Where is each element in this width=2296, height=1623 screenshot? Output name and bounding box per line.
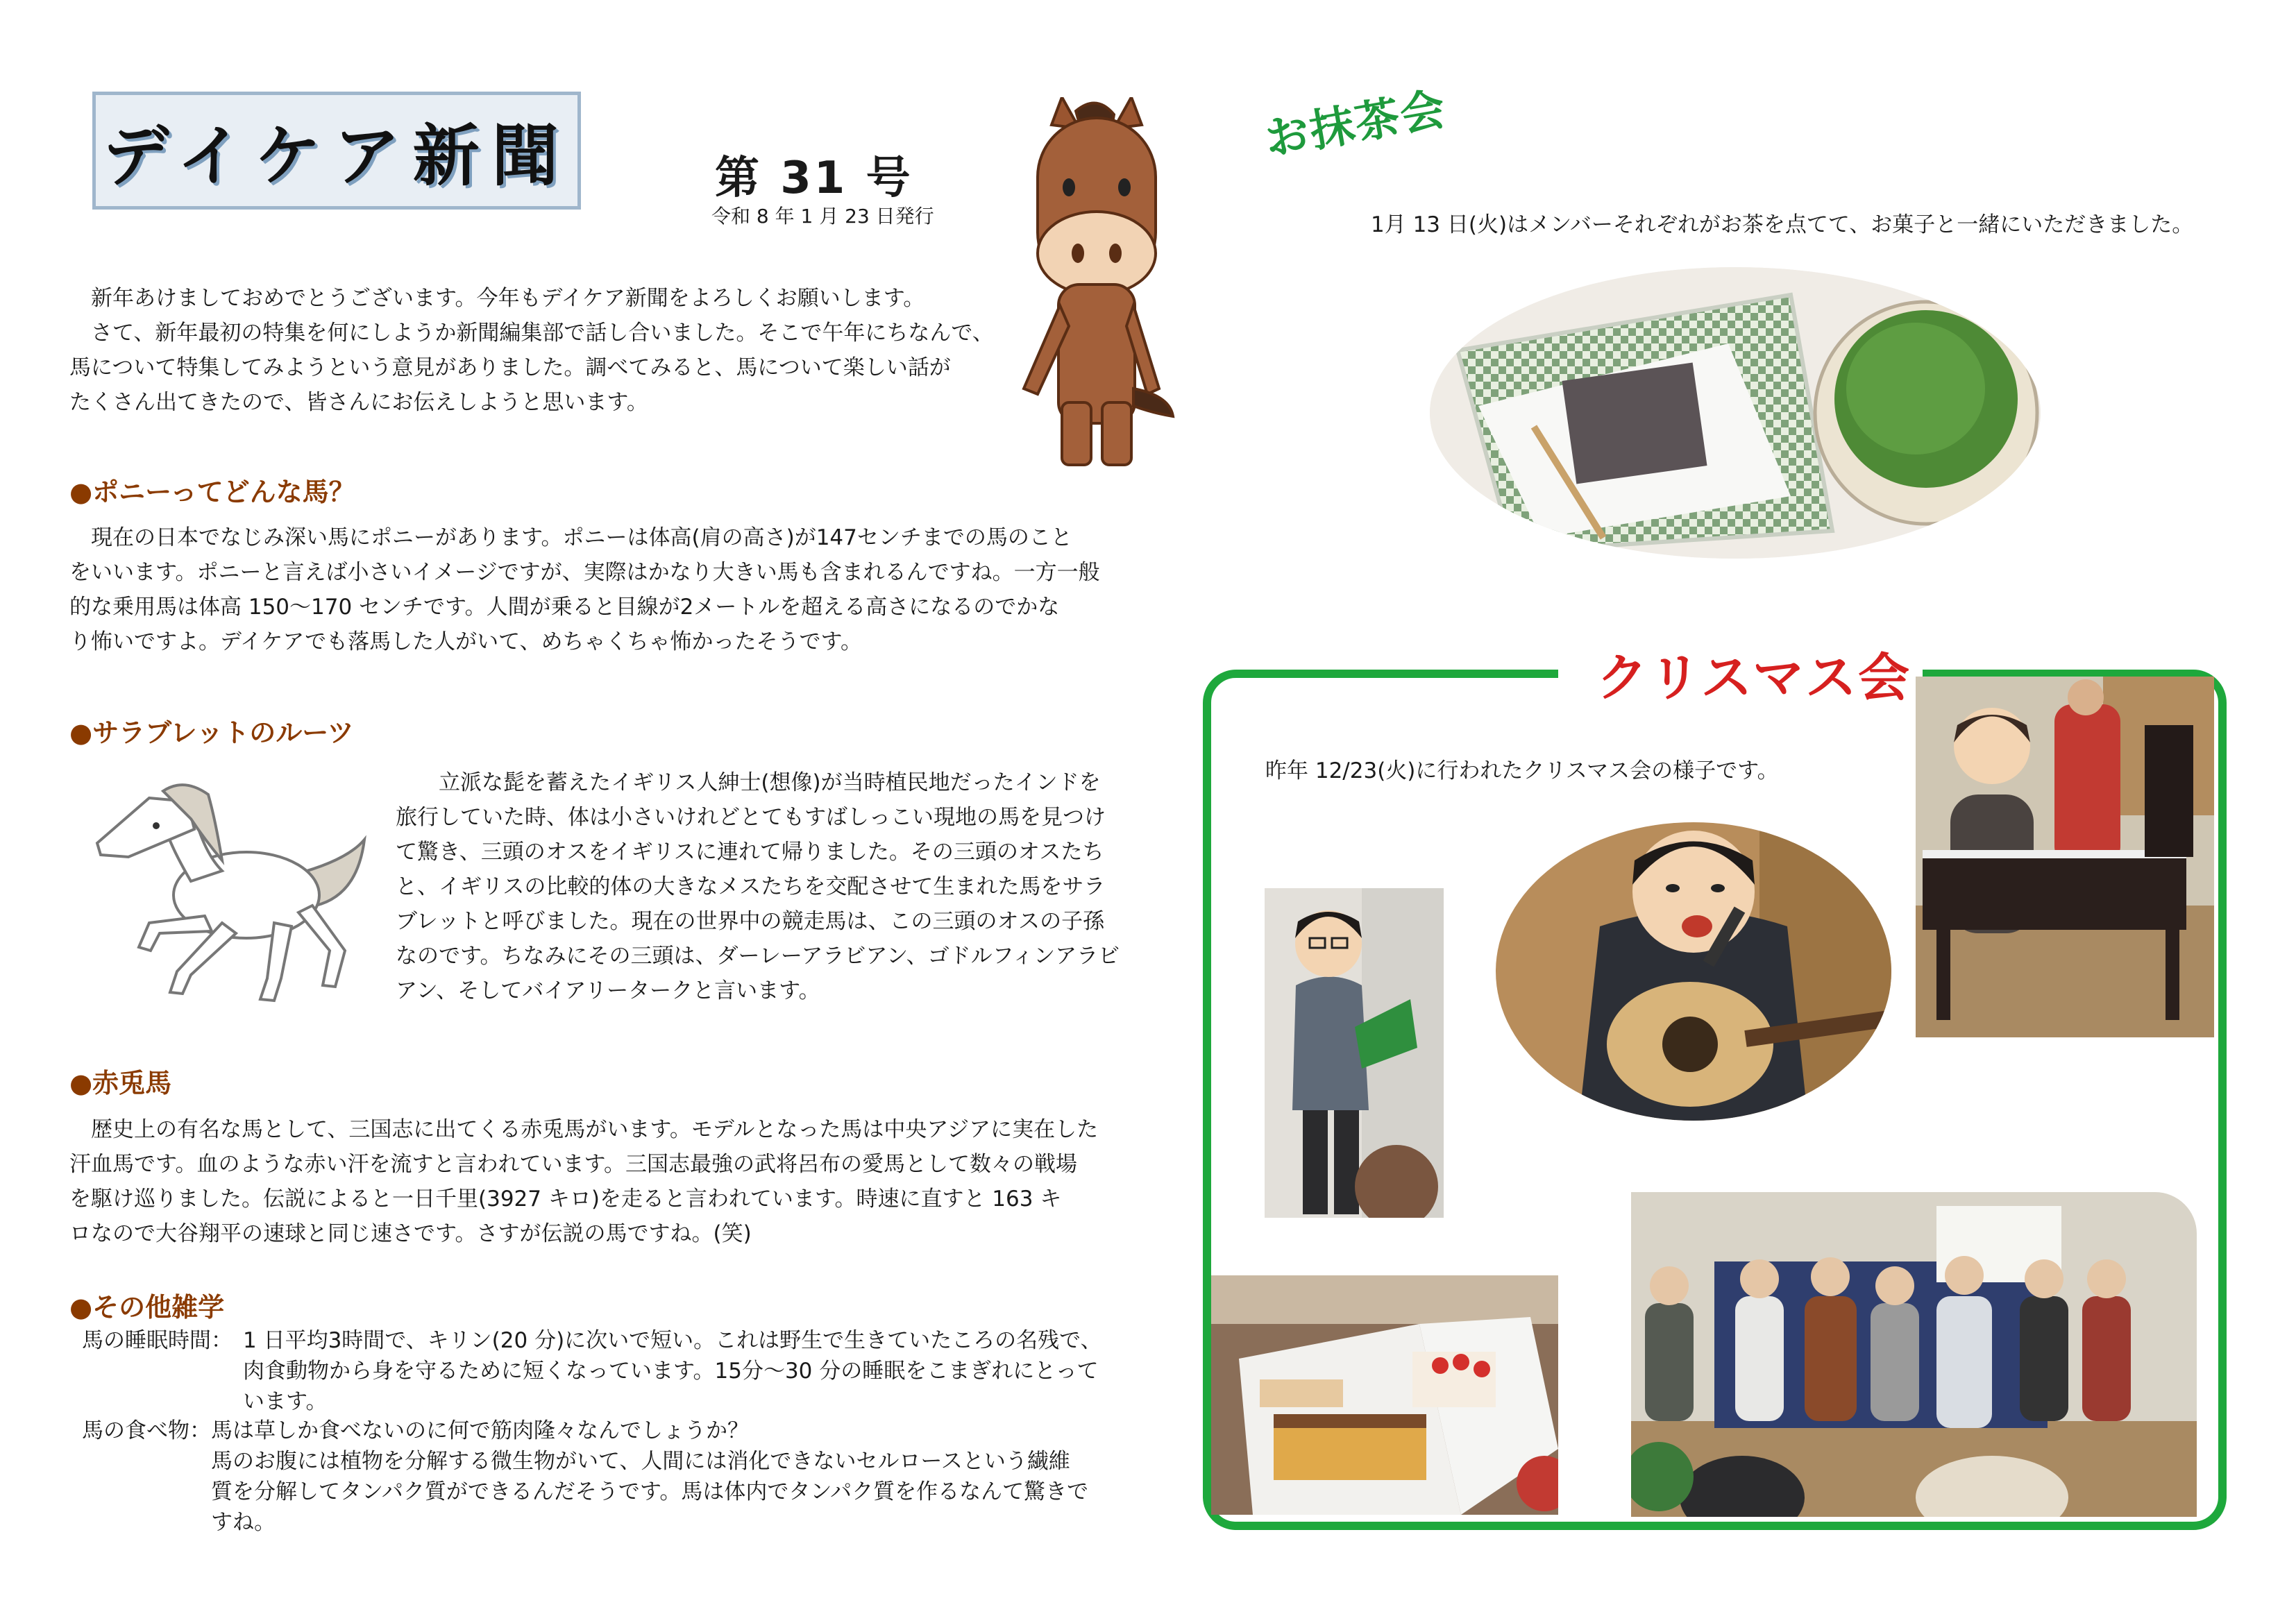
pony-text xyxy=(69,520,1138,659)
issue-date: 令和 8 年 1 月 23 日発行 xyxy=(711,205,934,228)
pony-line: 的な乗用馬は体高 150～170 センチです。人間が乗ると目線が2メートルを超える高さになるのでかな xyxy=(69,595,1060,620)
food-label: 馬の食べ物： xyxy=(82,1418,211,1443)
pony-heading: ●ポニーってどんな馬？ xyxy=(69,477,355,507)
intro-text xyxy=(69,281,1027,420)
food-line: 馬のお腹には植物を分解する微生物がいて、人間には消化できないセルロースという繊維 xyxy=(211,1449,1070,1474)
sekitoba-line: 歴史上の有名な馬として、三国志に出てくる赤兎馬がいます。モデルとなった馬は中央アジアに実在した xyxy=(69,1117,1099,1142)
tea-title: お抹茶会 xyxy=(1260,83,1451,167)
thoroughbred-line: 立派な髭を蓄えたイギリス人紳士(想像)が当時植民地だったインドを xyxy=(396,770,1101,795)
intro-line: 馬について特集してみようという意見がありました。調べてみると、馬について楽しい話が xyxy=(69,355,951,380)
tea-photo xyxy=(1430,267,2041,559)
thoroughbred-line: 旅行していた時、体は小さいけれどとてもすばしっこい現地の馬を見つけ xyxy=(396,805,1106,830)
pony-line: をいいます。ポニーと言えば小さいイメージですが、実際はかなり大きい馬も含まれるんですね。一方一般 xyxy=(69,560,1100,585)
sekitoba-line: 汗血馬です。血のような赤い汗を流すと言われています。三国志最強の武将呂布の愛馬として数々の戦場 xyxy=(69,1152,1078,1177)
thoroughbred-line: アン、そしてバイアリータークと言います。 xyxy=(396,978,820,1003)
sleep-text xyxy=(243,1325,1145,1417)
thoroughbred-line: ブレットと呼びました。現在の世界中の競走馬は、この三頭のオスの子孫 xyxy=(396,909,1105,934)
sekitoba-line: ロなので大谷翔平の速球と同じ速さです。さすが伝説の馬ですね。(笑) xyxy=(69,1221,752,1246)
thoroughbred-line: と、イギリスの比較的体の大きなメスたちを交配させて生まれた馬をサラ xyxy=(396,874,1106,899)
sekitoba-line: を駆け巡りました。伝説によると一日千里(3927 キロ)を走ると言われています。時速に直すと 163 キ xyxy=(69,1187,1062,1212)
food-line: すね。 xyxy=(211,1510,276,1535)
sleep-line: います。 xyxy=(243,1389,328,1414)
intro-line: たくさん出てきたので、皆さんにお伝えしようと思います。 xyxy=(69,390,648,415)
photo-speaker xyxy=(1265,888,1444,1218)
sleep-line: 肉食動物から身を守るために短くなっています。15分～30 分の睡眠をこまぎれにとって xyxy=(243,1359,1099,1384)
white-horse-illustration xyxy=(73,777,371,1010)
thoroughbred-line: なのです。ちなみにその三頭は、ダーレーアラビアン、ゴドルフィンアラビ xyxy=(396,944,1120,969)
food-line: 馬は草しか食べないのに何で筋肉隆々なんでしょうか？ xyxy=(211,1418,749,1443)
issue-number: 第 31 号 xyxy=(715,153,913,204)
sleep-trivia xyxy=(82,1325,1144,1422)
pony-line: り怖いですよ。デイケアでも落馬した人がいて、めちゃくちゃ怖かったそうです。 xyxy=(69,629,863,654)
tea-caption: 1月 13 日(火)はメンバーそれぞれがお茶を点てて、お菓子と一緒にいただきました。 xyxy=(1371,212,2194,237)
intro-line: 新年あけましておめでとうございます。今年もデイケア新聞をよろしくお願いします。 xyxy=(69,286,925,311)
thoroughbred-heading: ●サラブレットのルーツ xyxy=(69,717,354,748)
intro-line: さて、新年最初の特集を何にしようか新聞編集部で話し合いました。そこで午年にちなんで、 xyxy=(69,321,994,346)
christmas-caption: 昨年 12/23(火)に行われたクリスマス会の様子です。 xyxy=(1265,758,1779,783)
photo-guitarist xyxy=(1496,822,1891,1121)
misc-heading: ●その他雑学 xyxy=(69,1292,225,1323)
food-line: 質を分解してタンパク質ができるんだそうです。馬は体内でタンパク質を作るなんて驚きで xyxy=(211,1479,1089,1504)
thoroughbred-text xyxy=(396,765,1138,1008)
brown-horse-illustration xyxy=(1010,97,1183,472)
tea-photo-scene xyxy=(1430,267,2041,559)
sleep-line: 1 日平均3時間で、キリン(20 分)に次いで短い。これは野生で生きていたころの名残で、 xyxy=(243,1328,1102,1353)
masthead-title: デイケア新聞 xyxy=(102,117,571,195)
photo-piano-player xyxy=(1916,677,2214,1037)
photo-group-performance xyxy=(1631,1192,2197,1517)
sleep-label: 馬の睡眠時間： xyxy=(82,1328,233,1353)
thoroughbred-line: て驚き、三頭のオスをイギリスに連れて帰りました。その三頭のオスたち xyxy=(396,840,1104,865)
photo-cakes xyxy=(1211,1275,1558,1515)
food-text xyxy=(211,1416,1145,1538)
masthead xyxy=(92,92,581,210)
christmas-title: クリスマス会 xyxy=(1596,648,1911,708)
sekitoba-heading: ●赤兎馬 xyxy=(69,1068,172,1098)
pony-line: 現在の日本でなじみ深い馬にポニーがあります。ポニーは体高(肩の高さ)が147センチまでの馬のこと xyxy=(69,525,1072,550)
food-trivia xyxy=(82,1416,1144,1540)
sekitoba-text xyxy=(69,1112,1138,1251)
